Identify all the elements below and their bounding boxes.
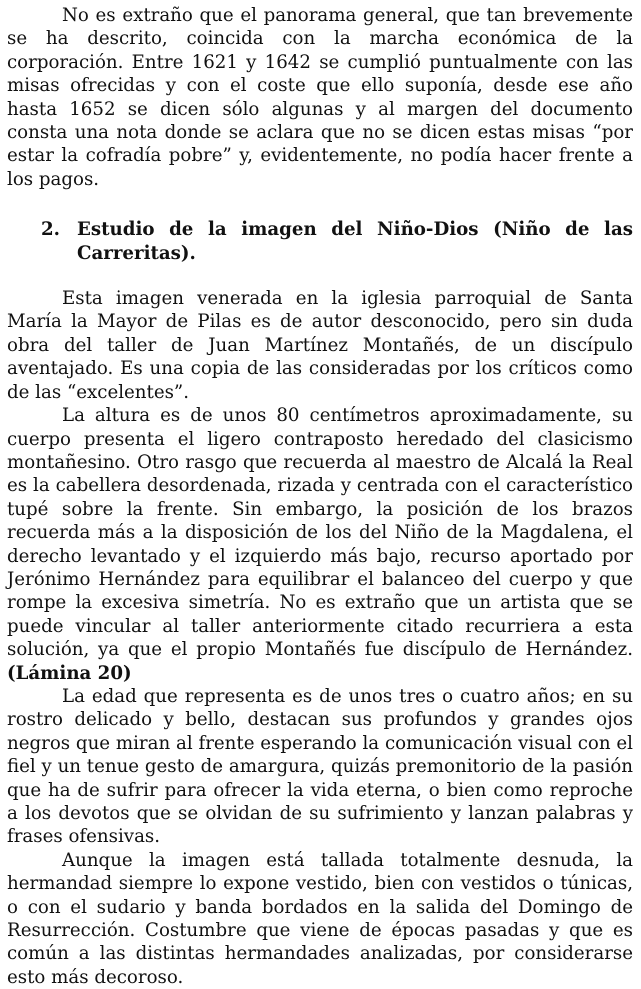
paragraph-text: Aunque la imagen está tallada totalmente desnuda, la hermandad siempre lo expone vestido, bien con vestidos o túnicas, o con el sudario y banda bordados en la salida del Domingo de Resurrección. Costumbre que viene de épocas pasadas y que es común a las distintas hermandades analizadas, por considerarse esto más decoroso. <box>7 849 633 988</box>
paragraph-text: Esta imagen venerada en la iglesia parroquial de Santa María la Mayor de Pilas es de autor desconocido, pero sin duda obra del taller de Juan Martínez Montañés, de un discípulo aventajado. Es una copia de las consideradas por los críticos como de las “excelentes”. <box>7 288 633 403</box>
body-paragraph-4 <box>7 849 633 989</box>
intro-paragraph: No es extraño que el panorama general, que tan brevemente se ha descrito, coincida con la marcha económica de la corporación. Entre 1621 y 1642 se cumplió puntualmente con las misas ofrecidas y con el coste que ello suponía, desde ese año hasta 1652 se dicen sólo algunas y al margen del documento consta una nota donde se aclara que no se dicen estas misas “por estar la cofradía pobre” y, evidentemente, no podía hacer frente a los pagos. <box>7 5 633 190</box>
paragraph-text: La edad que representa es de unos tres o cuatro años; en su rostro delicado y bello, destacan sus profundos y grandes ojos negros que miran al frente esperando la comunicación visual con el fiel y un tenue gesto de amargura, quizás premonitorio de la pasión que ha de sufrir para ofrecer la vida eterna, o bien como reproche a los devotos que se olvidan de su sufrimiento y lanzan palabras y frases ofensivas. <box>7 685 633 848</box>
plate-reference: (Lámina 20) <box>7 662 132 684</box>
section-heading <box>7 218 633 265</box>
paragraph-text: La altura es de unos 80 centímetros aproximadamente, su cuerpo presenta el ligero contraposto heredado del clasicismo montañesino. Otro rasgo que recuerda al maestro de Alcalá la Real es la cabellera desordenada, rizada y centrada con el característico tupé sobre la frente. Sin embargo, la posición de los brazos recuerda más a la disposición de los del Niño de la Magdalena, el derecho levantado y el izquierdo más bajo, recurso aportado por Jerónimo Hernández para equilibrar el balanceo del cuerpo y que rompe la excesiva simetría. No es extraño que un artista que se puede vincular al taller anteriormente citado recurriera a esta solución, ya que el propio Montañés fue discípulo de Hernández. <box>7 405 633 661</box>
document-page <box>7 4 633 989</box>
body-paragraph-1 <box>7 287 633 404</box>
section-title: Estudio de la imagen del Niño-Dios (Niño de las Carreritas). <box>77 219 633 264</box>
section-number: 2. <box>41 219 60 241</box>
body-paragraph-3 <box>7 685 633 849</box>
body-paragraph-2 <box>7 404 633 685</box>
